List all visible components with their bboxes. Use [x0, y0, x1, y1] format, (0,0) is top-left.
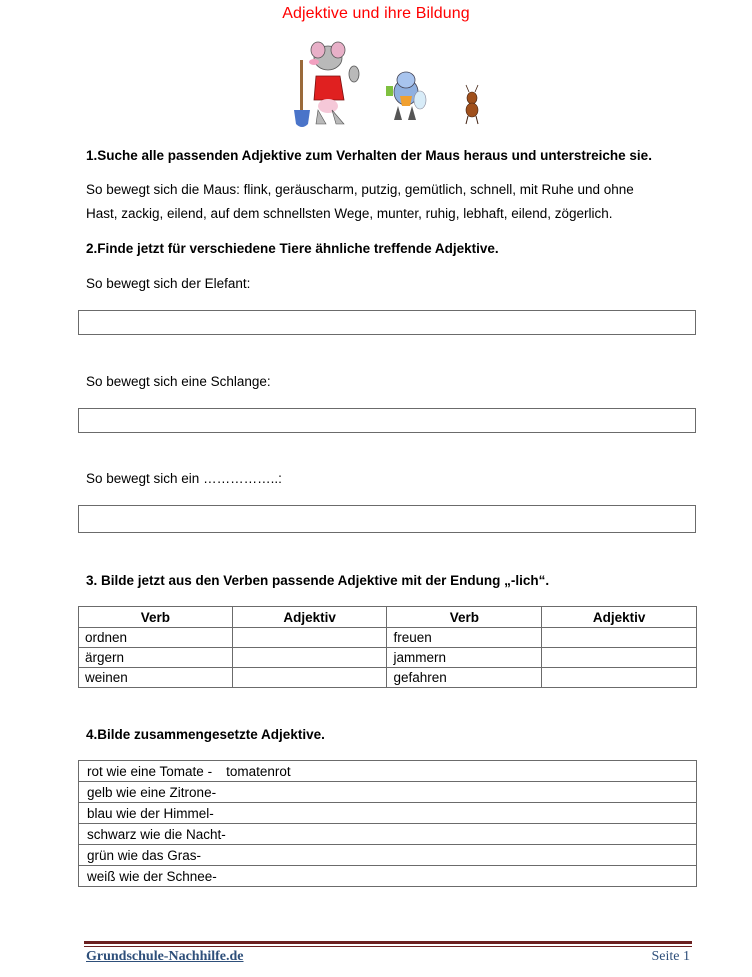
- compound-row-cell[interactable]: [79, 824, 697, 845]
- custom-animal-answer-field[interactable]: [78, 505, 696, 533]
- adjective-answer-cell[interactable]: [542, 628, 697, 648]
- verb-cell: freuen: [387, 628, 542, 648]
- ant-icon: [466, 85, 478, 124]
- compound-answer: [216, 785, 230, 800]
- header-verb: Verb: [387, 607, 542, 628]
- adjective-answer-cell[interactable]: [232, 668, 387, 688]
- illustration: [288, 40, 488, 130]
- adjective-answer-cell[interactable]: [542, 668, 697, 688]
- footer-site-link[interactable]: Grundschule-Nachhilfe.de: [86, 949, 244, 964]
- table-row: [79, 761, 697, 782]
- table-row: [79, 668, 697, 688]
- task2-heading: 2.Finde jetzt für verschiedene Tiere ähnliche treffende Adjektive.: [86, 241, 499, 256]
- table-row: [79, 803, 697, 824]
- compound-prompt: rot wie eine Tomate -: [87, 763, 213, 779]
- verb-cell: gefahren: [387, 668, 542, 688]
- elephant-prompt: So bewegt sich der Elefant:: [86, 276, 251, 291]
- table-row: [79, 628, 697, 648]
- mouse-with-shovel-icon: [294, 42, 359, 127]
- verb-cell: ärgern: [79, 648, 233, 668]
- compound-answer: [214, 806, 228, 821]
- compound-row-cell[interactable]: [79, 761, 697, 782]
- header-adjektiv: Adjektiv: [542, 607, 697, 628]
- header-adjektiv: Adjektiv: [232, 607, 387, 628]
- compound-answer: [226, 827, 240, 842]
- snake-answer-field[interactable]: [78, 408, 696, 433]
- table-row: [79, 782, 697, 803]
- page-title: Adjektive und ihre Bildung: [282, 5, 470, 22]
- verb-cell: weinen: [79, 668, 233, 688]
- compound-prompt: weiß wie der Schnee-: [87, 868, 217, 884]
- table-row: [79, 845, 697, 866]
- verb-cell: ordnen: [79, 628, 233, 648]
- task1-text-line1: So bewegt sich die Maus: flink, geräuscharm, putzig, gemütlich, schnell, mit Ruhe und ohne: [86, 182, 634, 197]
- page-number: Seite 1: [651, 949, 690, 964]
- custom-animal-prompt: So bewegt sich ein ……………..:: [86, 471, 282, 486]
- table-row: [79, 824, 697, 845]
- verb-cell: jammern: [387, 648, 542, 668]
- table-header-row: [79, 607, 697, 628]
- compound-prompt: gelb wie eine Zitrone-: [87, 784, 217, 800]
- adjective-answer-cell[interactable]: [232, 648, 387, 668]
- snake-prompt: So bewegt sich eine Schlange:: [86, 374, 271, 389]
- table-row: [79, 866, 697, 887]
- compound-row-cell[interactable]: [79, 866, 697, 887]
- task3-heading: 3. Bilde jetzt aus den Verben passende Adjektive mit der Endung „-lich“.: [86, 573, 550, 588]
- task4-heading: 4.Bilde zusammengesetzte Adjektive.: [86, 727, 325, 742]
- compound-answer: [217, 869, 231, 884]
- compound-adjective-table: [78, 760, 697, 887]
- fly-with-book-icon: [386, 72, 426, 120]
- table-row: [79, 648, 697, 668]
- adjective-answer-cell[interactable]: [232, 628, 387, 648]
- compound-prompt: blau wie der Himmel-: [87, 805, 214, 821]
- task1-text-line2: Hast, zackig, eilend, auf dem schnellsten Wege, munter, ruhig, lebhaft, eilend, zögerlich.: [86, 206, 613, 221]
- compound-answer: [201, 848, 215, 863]
- verb-adjective-table: [78, 606, 697, 688]
- compound-prompt: grün wie das Gras-: [87, 847, 202, 863]
- compound-row-cell[interactable]: [79, 803, 697, 824]
- footer-divider: [84, 946, 692, 947]
- footer-divider: [84, 941, 692, 944]
- compound-row-cell[interactable]: [79, 845, 697, 866]
- task1-heading: 1.Suche alle passenden Adjektive zum Verhalten der Maus heraus und unterstreiche sie.: [86, 148, 652, 163]
- compound-prompt: schwarz wie die Nacht-: [87, 826, 226, 842]
- adjective-answer-cell[interactable]: [542, 648, 697, 668]
- elephant-answer-field[interactable]: [78, 310, 696, 335]
- compound-answer: tomatenrot: [226, 763, 291, 779]
- compound-row-cell[interactable]: [79, 782, 697, 803]
- header-verb: Verb: [79, 607, 233, 628]
